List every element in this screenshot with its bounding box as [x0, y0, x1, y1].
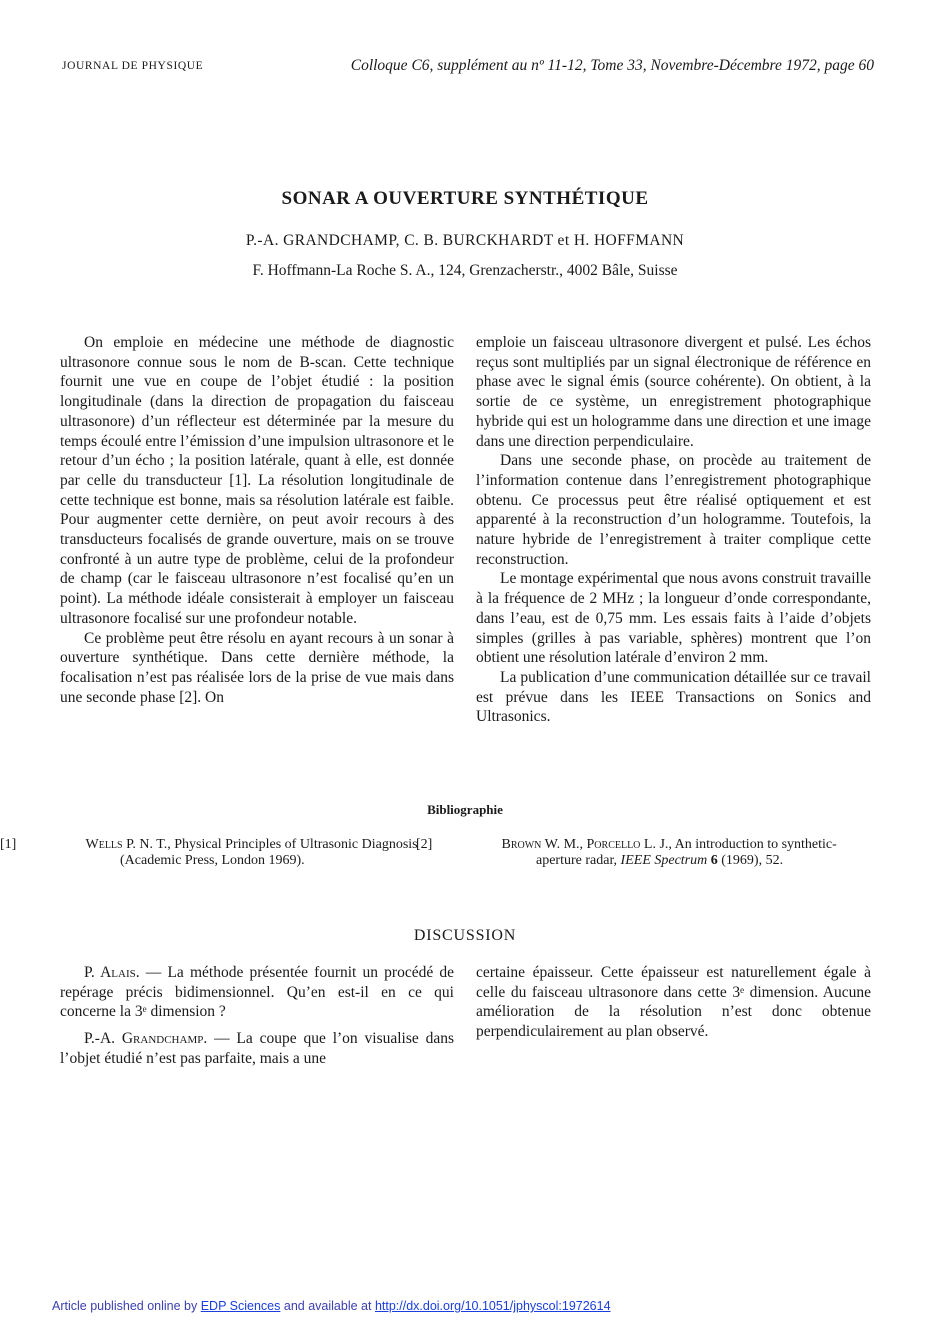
- article-title: SONAR A OUVERTURE SYNTHÉTIQUE: [281, 188, 649, 209]
- reference-authors: Wells P. N. T.,: [85, 837, 171, 852]
- answer-continued: certaine épaisseur. Cette épaisseur est naturellement égale à celle du faisceau ultrasonore dans cette 3ᵉ dimension. Aucune amélioration de la résolution n’est donc obtenue perpendiculairement au plan observé.: [476, 964, 871, 1041]
- reference-text: Physical Principles of Ultrasonic Diagnosis (Academic Press, London 1969).: [120, 837, 418, 868]
- body-right-column: [476, 333, 871, 727]
- answer-text: — La coupe que l’on visualise dans l’objet étudié n’est pas parfaite, mais a une: [60, 1030, 455, 1067]
- paragraph: On emploie en médecine une méthode de diagnostic ultrasonore connue sous le nom de B-scan. Cette technique fournit une vue en coupe de l’objet étudié : la position longitudinale (dans la direction de propagation du faisceau ultrasonore) d’un réflecteur est déterminée par la mesure du temps écoulé entre l’émission d’une impulsion ultrasonore et le retour d’un écho ; la position latérale, quant à elle, est donnée par celle du transducteur [1]. La résolution longitudinale de cette technique est bonne, mais sa résolution latérale est faible. Pour augmenter cette dernière, on peut avoir recours à des transducteurs focalisés de grande ouverture, mais on se trouve confronté à un autre type de problème, celui de la profondeur de champ (car le faisceau ultrasonore n’est focalisé qu’en un point). La méthode idéale consisterait à employer un faisceau ultrasonore focalisé sur une profondeur notable.: [60, 334, 454, 627]
- doi-link[interactable]: http://dx.doi.org/10.1051/jphyscol:1972614: [374, 1299, 611, 1313]
- reference-volume: 6: [710, 853, 718, 868]
- reference-1: [0, 837, 456, 869]
- footer-middle: and available at: [283, 1299, 372, 1313]
- publisher-footer: [52, 1299, 611, 1313]
- journal-name: JOURNAL DE PHYSIQUE: [62, 60, 204, 72]
- reference-tail: (1969), 52.: [721, 853, 784, 868]
- reference-2: [416, 837, 872, 869]
- paragraph: Dans une seconde phase, on procède au traitement de l’information contenue dans l’enregistrement photographique obtenu. Ce processus peut être réalisé optiquement et est apparenté à la reconstruction d’un hologramme. Toutefois, la nature hybride de l’enregistrement à traiter complique cette reconstruction.: [476, 452, 871, 568]
- bibliography-heading: Bibliographie: [427, 802, 503, 817]
- reference-number: [2]: [416, 837, 433, 852]
- discussion-left-column: [60, 963, 454, 1076]
- reference-authors: Brown W. M., Porcello L. J.,: [501, 837, 672, 852]
- speaker-name: P. Alais.: [84, 964, 140, 981]
- paragraph: Le montage expérimental que nous avons construit travaille à la fréquence de 2 MHz ; la longueur d’onde correspondante, dans l’eau, est de 0,75 mm. Les essais faits à l’aide d’objets simples (grilles à pas variable, sphères) montrent que l’on obtient une résolution latérale d’environ 2 mm.: [476, 570, 871, 667]
- reference-number: [1]: [0, 837, 17, 852]
- discussion-right-column: [476, 963, 871, 1042]
- body-left-column: [60, 333, 454, 707]
- discussion-question: [60, 963, 454, 1022]
- paragraph: emploie un faisceau ultrasonore divergent et pulsé. Les échos reçus sont multipliés par un signal électronique de référence en phase avec le signal émis (source cohérente). On obtient, à la sortie de ce système, un enregistrement photographique hybride qui est un hologramme dans une direction et une image dans une direction perpendiculaire.: [476, 334, 871, 450]
- speaker-name: P.-A. Grandchamp.: [84, 1030, 208, 1048]
- question-text: — La méthode présentée fournit un procédé de repérage précis bidimensionnel. Qu’en est-il en ce qui concerne la 3ᵉ dimension ?: [60, 964, 455, 1021]
- footer-prefix: Article published online by: [52, 1299, 198, 1313]
- author-list: P.-A. GRANDCHAMP, C. B. BURCKHARDT et H. HOFFMANN: [245, 232, 685, 249]
- paragraph: La publication d’une communication détaillée sur ce travail est prévue dans les IEEE Transactions on Sonics and Ultrasonics.: [476, 668, 871, 726]
- publisher-link[interactable]: EDP Sciences: [200, 1299, 281, 1313]
- affiliation: F. Hoffmann-La Roche S. A., 124, Grenzacherstr., 4002 Bâle, Suisse: [252, 262, 678, 279]
- reference-text: An introduction to synthetic-aperture radar,: [536, 837, 837, 868]
- discussion-answer: [60, 1029, 454, 1068]
- discussion-heading: DISCUSSION: [413, 927, 517, 944]
- reference-journal: IEEE Spectrum: [620, 853, 708, 868]
- paragraph: Ce problème peut être résolu en ayant recours à un sonar à ouverture synthétique. Dans cette dernière méthode, la focalisation n’est pas réalisée lors de la prise de vue mais dans une seconde phase [2]. On: [60, 629, 454, 706]
- citation-line: Colloque C6, supplément au nº 11-12, Tome 33, Novembre-Décembre 1972, page 60: [350, 57, 874, 74]
